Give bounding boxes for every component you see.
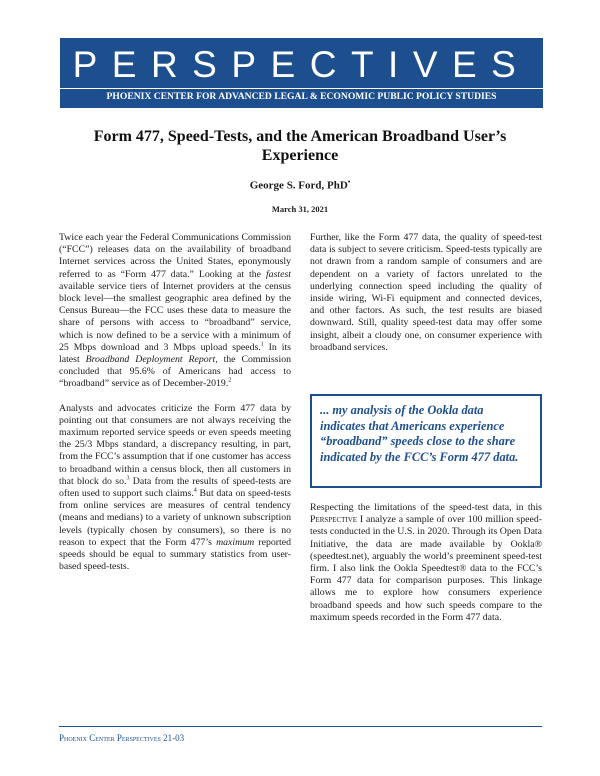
publication-date: March 31, 2021 — [271, 204, 329, 214]
footer-label: Phoenix Center Perspectives 21-03 — [59, 733, 185, 743]
report-title: Broadband Deployment Report — [85, 354, 216, 366]
paragraph: Analysts and advocates criticize the Form 477 data by pointing out that consumers are not always receiving the maximum reported service speeds or even speeds meeting the 25/3 Mbps standard, a discrepancy resulting, in part, from the FCC’s assumption that if one customer has access to broadband within a census block, then all customers in that block do so.$^3$ Data from the results of speed-tests are often used to support such claims.$^4$ But data on speed-tests from online services are measures of central tendency (means and medians) to a variety of unknown subscription levels (typically chosen by consumers), so there is no reason to expect that the Form 477’s maximum reported speeds should be equal to summary statistics from user-based speed-tests. — [59, 402, 291, 573]
paragraph: Respecting the limitations of the speed-test data, in this Perspective I analyze a sample of over 100 million speed-tests conducted in the U.S. in 2020. Through its Open Data Initiative, the data are made available by Ookla® (speedtest.net), arguably the world’s preeminent speed-test firm. I also link the Ookla Speedtest® data to the FCC’s Form 477 data for comparison purposes. This linkage allows me to explore how consumers experience broadband speeds and how such speeds compare to the maximum speeds recorded in the Form 477 data. — [310, 502, 542, 623]
emphasis-maximum: maximum — [216, 536, 255, 548]
perspective-smallcaps: Perspective — [310, 514, 358, 526]
footnote-ref-3[interactable]: 3 — [126, 475, 130, 482]
masthead-title: PERSPECTIVES — [72, 44, 531, 85]
emphasis-fastest: fastest — [265, 268, 291, 280]
masthead-banner — [60, 38, 543, 108]
left-column — [59, 232, 291, 585]
masthead-divider — [60, 88, 543, 89]
paragraph: Further, like the Form 477 data, the quality of speed-test data is subject to severe criticism. Speed-tests typically are not drawn from a random sample of consumers and are dependent on a variety of factors unrelated to the underlying connection speed including the quality of inside wiring, Wi-Fi equipment and connected devices, and other factors. As such, the test results are biased downward. Still, quality speed-test data may offer some insight, albeit a cloudy one, on consumer experience with broadband services. — [310, 232, 542, 353]
footnote-ref-4[interactable]: 4 — [193, 487, 197, 494]
footer-divider — [59, 726, 542, 727]
author-footnote-mark[interactable]: • — [347, 178, 351, 186]
author-line — [0, 178, 600, 192]
author-name: George S. Ford, PhD — [249, 179, 348, 192]
paragraph: Twice each year the Federal Communications Commission (“FCC”) releases data on the availability of broadband Internet services across the United States, eponymously referred to as “Form 477 data.” Looking at the fastest available service tiers of Internet providers at the census block level—the smallest geographic area defined by the Census Bureau—the FCC uses these data to measure the share of persons with access to “broadband” service, which is now defined to be a service with a minimum of 25 Mbps download and 3 Mbps upload speeds.$^1$ In its latest Broadband Deployment Report, the Commission concluded that 95.6% of Americans had access to “broadband” service as of December-2019.$^2$ — [59, 232, 291, 390]
right-column-bottom — [310, 502, 542, 636]
pull-quote: ... my analysis of the Ookla data indicates that Americans experience “broadband” speeds close to the share indicated by the FCC’s Form 477 data. — [310, 394, 542, 488]
footnote-ref-2[interactable]: 2 — [228, 378, 232, 385]
right-column-top — [310, 232, 542, 366]
footnote-ref-1[interactable]: 1 — [260, 341, 264, 348]
article-title: Form 477, Speed-Tests, and the American Broadband User’s Experience — [93, 128, 507, 164]
masthead-subtitle: PHOENIX CENTER FOR ADVANCED LEGAL & ECONOMIC PUBLIC POLICY STUDIES — [106, 91, 497, 102]
